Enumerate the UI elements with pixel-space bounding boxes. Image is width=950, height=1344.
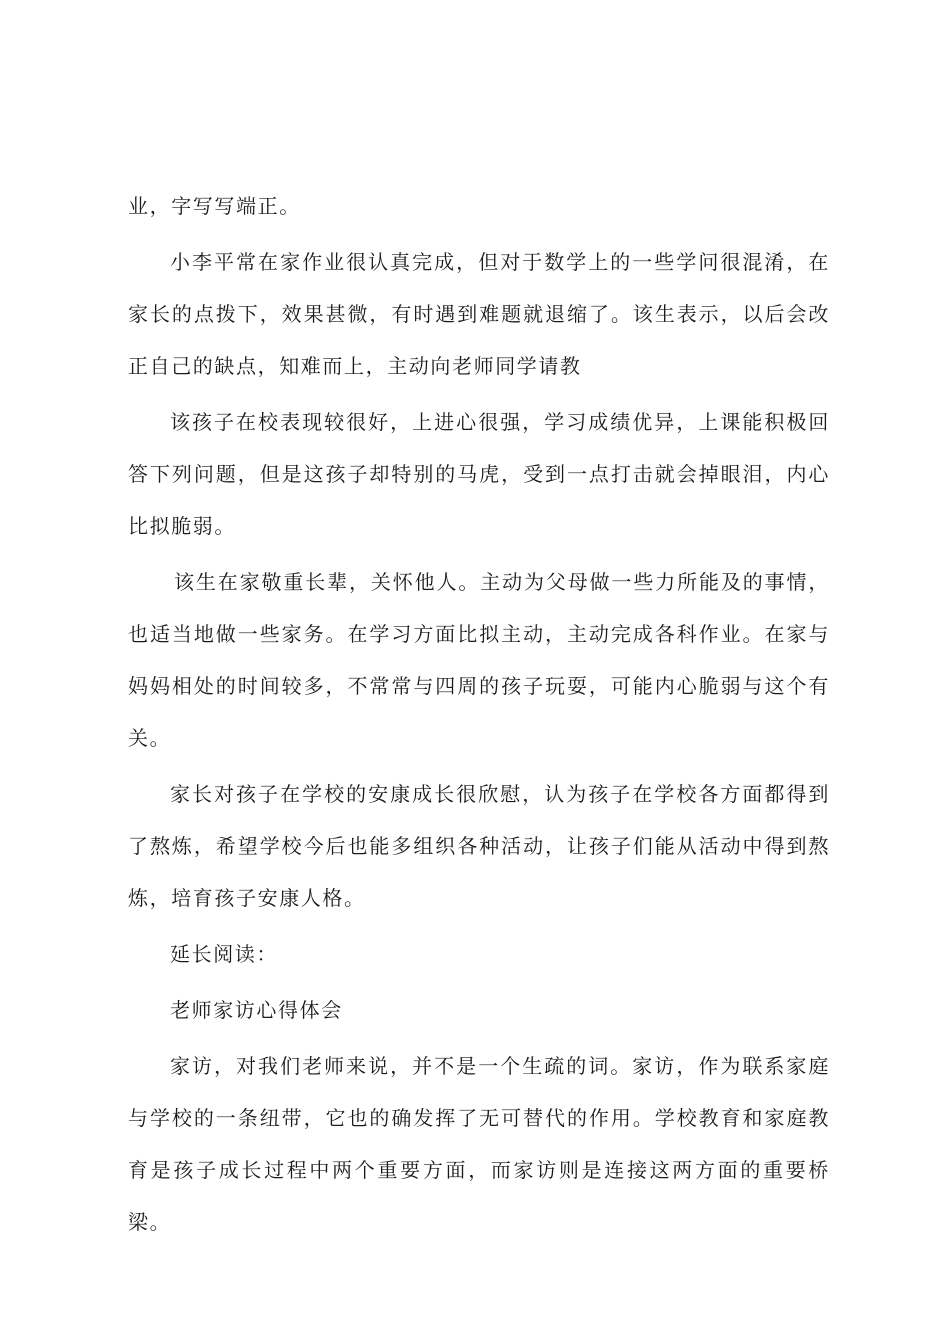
paragraph-6: 家访，对我们老师来说，并不是一个生疏的词。家访，作为联系家庭与学校的一条纽带，它也的确发挥了无可替代的作用。学校教育和家庭教育是孩子成长过程中两个重要方面，而家访则是连接这两方面的重要桥梁。 — [128, 1054, 830, 1234]
paragraph-1: 业，字写写端正。 — [128, 194, 301, 218]
paragraph-2: 小李平常在家作业很认真完成，但对于数学上的一些学问很混淆，在家长的点拨下，效果甚微，有时遇到难题就退缩了。该生表示，以后会改正自己的缺点，知难而上，主动向老师同学请教 — [128, 250, 830, 378]
extended-reading-label: 延长阅读： — [170, 942, 278, 966]
paragraph-5: 家长对孩子在学校的安康成长很欣慰，认为孩子在学校各方面都得到了熬炼，希望学校今后也能多组织各种活动，让孩子们能从活动中得到熬炼，培育孩子安康人格。 — [128, 782, 830, 910]
document-body — [128, 180, 830, 1252]
paragraph-3: 该孩子在校表现较很好，上进心很强，学习成绩优异，上课能积极回答下列问题，但是这孩子却特别的马虎，受到一点打击就会掉眼泪，内心比拟脆弱。 — [128, 410, 830, 538]
section-title: 老师家访心得体会 — [170, 998, 343, 1022]
paragraph-4: 该生在家敬重长辈，关怀他人。主动为父母做一些力所能及的事情，也适当地做一些家务。在学习方面比拟主动，主动完成各科作业。在家与妈妈相处的时间较多，不常常与四周的孩子玩耍，可能内心脆弱与这个有关。 — [128, 570, 830, 750]
